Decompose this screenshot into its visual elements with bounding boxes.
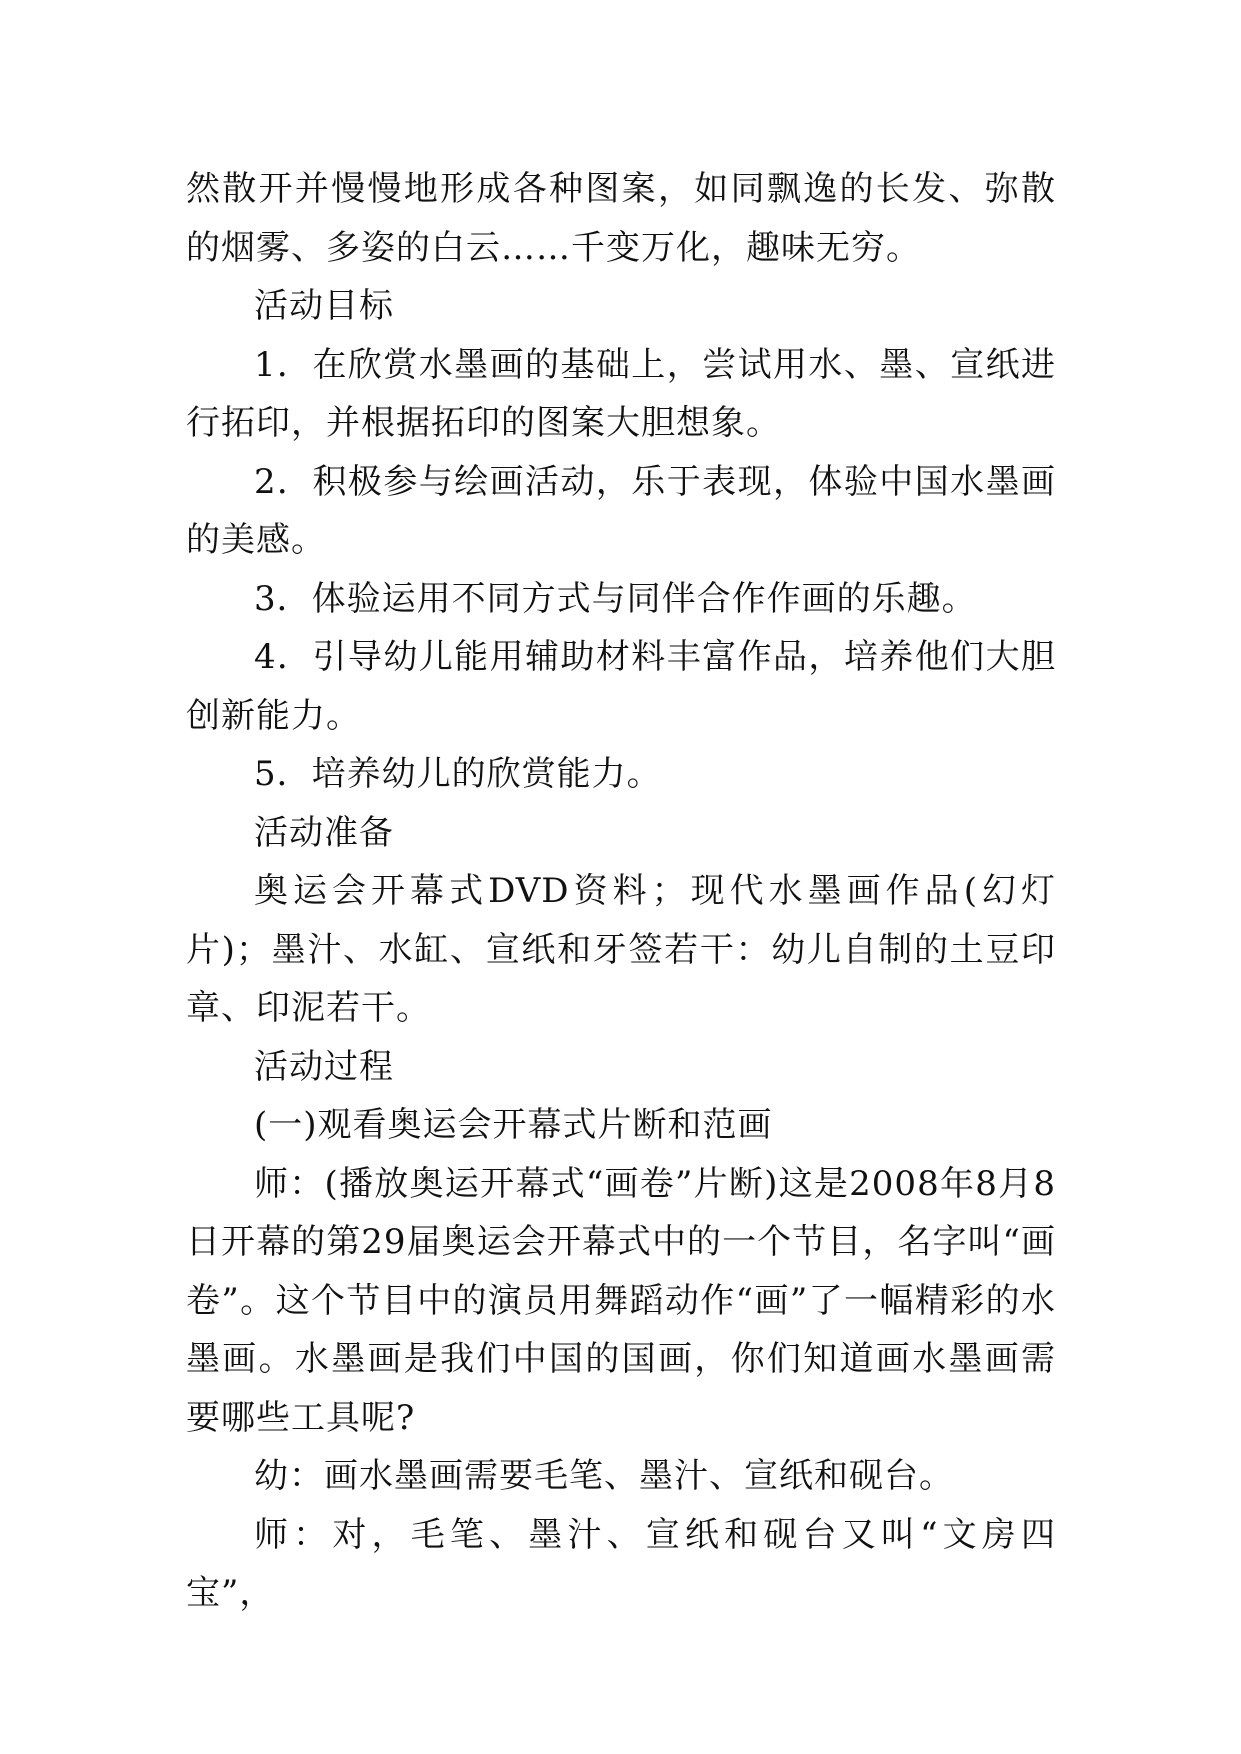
heading-activity-process: 活动过程 (254, 1046, 394, 1087)
goal-item-1: 1．在欣赏水墨画的基础上，尝试用水、墨、宣纸进行拓印，并根据拓印的图案大胆想象。 (186, 344, 1056, 443)
dialogue-teacher-2: 师：对，毛笔、墨汁、宣纸和砚台又叫“文房四宝”， (186, 1514, 1056, 1613)
document-page (186, 160, 1056, 1623)
heading-activity-goals: 活动目标 (254, 286, 394, 326)
heading-activity-preparation: 活动准备 (254, 812, 394, 853)
preparation-materials: 奥运会开幕式DVD资料；现代水墨画作品(幻灯片)；墨汁、水缸、宣纸和牙签若干：幼儿自制的土豆印章、印泥若干。 (186, 871, 1056, 1028)
goal-item-5: 5．培养幼儿的欣赏能力。 (254, 754, 662, 794)
dialogue-teacher-1: 师：(播放奥运开幕式“画卷”片断)这是2008年8月8日开幕的第29届奥运会开幕式中的一个节目，名字叫“画卷”。这个节目中的演员用舞蹈动作“画”了一幅精彩的水墨画。水墨画是我们中国的国画，你们知道画水墨画需要哪些工具呢? (186, 1163, 1056, 1438)
paragraph-continuation: 然散开并慢慢地形成各种图案，如同飘逸的长发、弥散的烟雾、多姿的白云……千变万化，趣味无穷。 (186, 169, 1056, 268)
process-step-1-title: (一)观看奥运会开幕式片断和范画 (254, 1105, 773, 1145)
dialogue-child-1: 幼：画水墨画需要毛笔、墨汁、宣纸和砚台。 (254, 1456, 954, 1496)
goal-item-2: 2．积极参与绘画活动，乐于表现，体验中国水墨画的美感。 (186, 461, 1056, 560)
goal-item-4: 4．引导幼儿能用辅助材料丰富作品，培养他们大胆创新能力。 (186, 637, 1056, 736)
goal-item-3: 3．体验运用不同方式与同伴合作作画的乐趣。 (254, 578, 977, 619)
